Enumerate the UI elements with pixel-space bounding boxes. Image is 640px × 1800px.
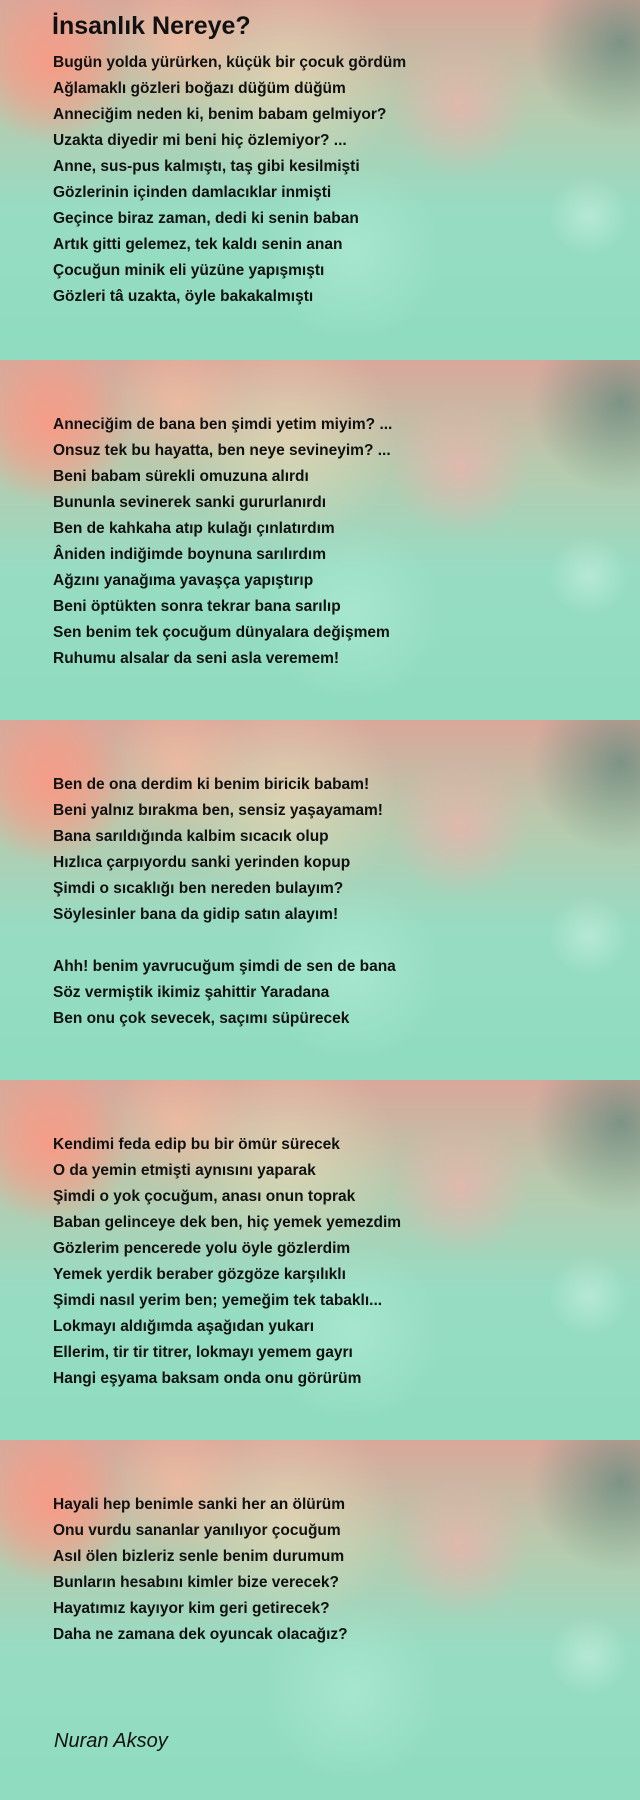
poem-line: Ben onu çok sevecek, saçımı süpürecek [53, 1010, 350, 1027]
poem-line: Ben de ona derdim ki benim biricik babam! [53, 776, 370, 793]
poem-line: Ruhumu alsalar da seni asla veremem! [53, 650, 340, 667]
poem-line: Ağlamaklı gözleri boğazı düğüm düğüm [53, 80, 346, 97]
poem-panel-3 [0, 720, 640, 1080]
stanza-2 [53, 412, 392, 672]
poem-panel-4 [0, 1080, 640, 1440]
poem-line: Âniden indiğimde boynuna sarılırdım [53, 546, 326, 563]
poem-line: Daha ne zamana dek oyuncak olacağız? [53, 1626, 348, 1643]
poem-line: Lokmayı aldığımda aşağıdan yukarı [53, 1318, 315, 1335]
poem-line: Hayatımız kayıyor kim geri getirecek? [53, 1600, 330, 1617]
poem-line: Bunların hesabını kimler bize verecek? [53, 1574, 340, 1591]
poem-line: Uzakta diyedir mi beni hiç özlemiyor? ... [53, 132, 347, 149]
poem-line: Sen benim tek çocuğum dünyalara değişmem [53, 624, 390, 641]
poem-line: Hayali hep benimle sanki her an ölürüm [53, 1496, 346, 1513]
poem-line: Onu vurdu sananlar yanılıyor çocuğum [53, 1522, 341, 1539]
poem-line: Şimdi nasıl yerim ben; yemeğim tek tabaklı... [53, 1292, 383, 1309]
poem-line: Onsuz tek bu hayatta, ben neye sevineyim? ... [53, 442, 391, 459]
poem-line: Gözleri tâ uzakta, öyle bakakalmıştı [53, 288, 314, 305]
poem-line: Ağzını yanağıma yavaşça yapıştırıp [53, 572, 314, 589]
poem-line: Geçince biraz zaman, dedi ki senin baban [53, 210, 359, 227]
poem-line: Anneciğim de bana ben şimdi yetim miyim? ... [53, 416, 393, 433]
stanza-1 [53, 50, 406, 310]
poem-line: Anne, sus-pus kalmıştı, taş gibi kesilmişti [53, 158, 360, 175]
poem-line: Kendimi feda edip bu bir ömür sürecek [53, 1136, 340, 1153]
poem-line: Gözlerinin içinden damlacıklar inmişti [53, 184, 332, 201]
poem-line: Asıl ölen bizleriz senle benim durumum [53, 1548, 345, 1565]
poem-line: Ben de kahkaha atıp kulağı çınlatırdım [53, 520, 335, 537]
poem-line: Beni babam sürekli omuzuna alırdı [53, 468, 309, 485]
poem-line: Yemek yerdik beraber gözgöze karşılıklı [53, 1266, 346, 1283]
poem-line: Ahh! benim yavrucuğum şimdi de sen de bana [53, 958, 396, 975]
poem-line: Şimdi o yok çocuğum, anası onun toprak [53, 1188, 356, 1205]
poem-line: Söylesinler bana da gidip satın alayım! [53, 906, 339, 923]
poem-title: İnsanlık Nereye? [52, 12, 251, 40]
poem-line: Beni yalnız bırakma ben, sensiz yaşayamam! [53, 802, 383, 819]
stanza-4 [53, 1132, 401, 1392]
poem-line: Hangi eşyama baksam onda onu görürüm [53, 1370, 362, 1387]
poem-line: Beni öptükten sonra tekrar bana sarılıp [53, 598, 341, 615]
poem-line: Bununla sevinerek sanki gururlanırdı [53, 494, 327, 511]
poem-line: Artık gitti gelemez, tek kaldı senin anan [53, 236, 343, 253]
poem-line: O da yemin etmişti aynısını yaparak [53, 1162, 316, 1179]
poem-line: Bugün yolda yürürken, küçük bir çocuk gördüm [53, 54, 407, 71]
poem-panel-2 [0, 360, 640, 720]
poem-line: Şimdi o sıcaklığı ben nereden bulayım? [53, 880, 344, 897]
poem-line: Hızlıca çarpıyordu sanki yerinden kopup [53, 854, 351, 871]
poem-line: Anneciğim neden ki, benim babam gelmiyor? [53, 106, 387, 123]
poem-line-blank [53, 928, 396, 954]
poem-line: Çocuğun minik eli yüzüne yapışmıştı [53, 262, 325, 279]
author-name: Nuran Aksoy [54, 1730, 168, 1752]
poem-panel-1 [0, 0, 640, 360]
poem-line: Baban gelinceye dek ben, hiç yemek yemezdim [53, 1214, 402, 1231]
poem-line: Gözlerim pencerede yolu öyle gözlerdim [53, 1240, 351, 1257]
poem-panel-5 [0, 1440, 640, 1800]
poem-line: Söz vermiştik ikimiz şahittir Yaradana [53, 984, 330, 1001]
poem-line: Ellerim, tir tir titrer, lokmayı yemem gayrı [53, 1344, 353, 1361]
stanza-5 [53, 1492, 348, 1648]
poem-line: Bana sarıldığında kalbim sıcacık olup [53, 828, 329, 845]
stanza-3 [53, 772, 396, 1032]
